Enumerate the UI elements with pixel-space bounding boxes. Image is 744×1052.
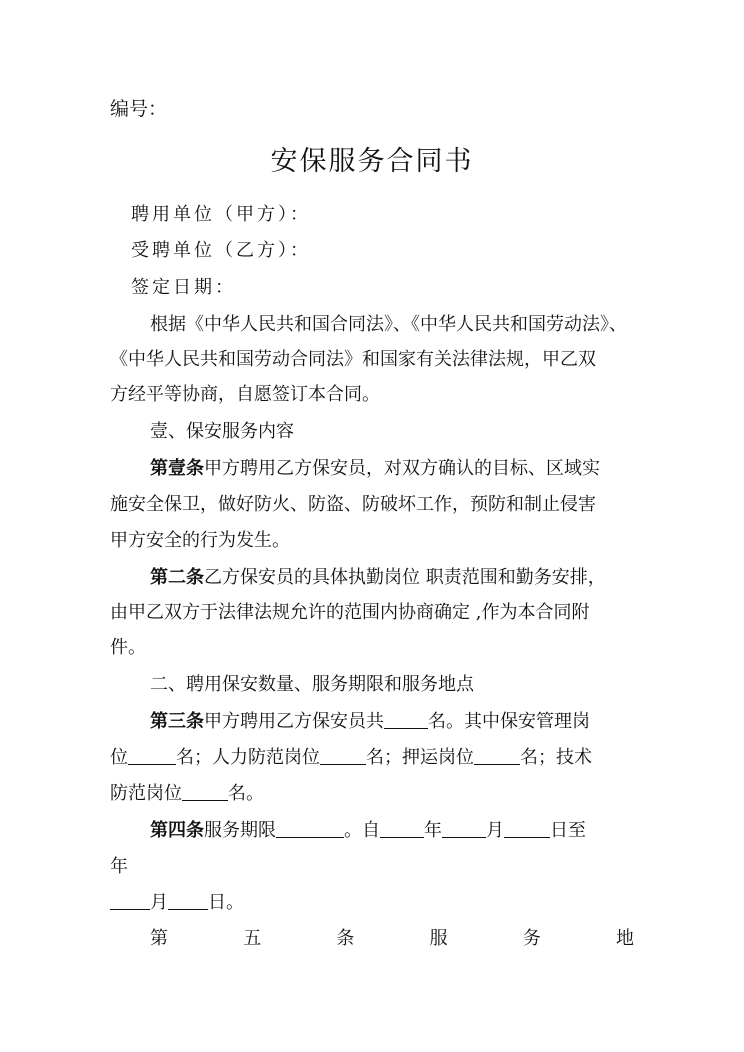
blank-end-month[interactable]: [168, 891, 208, 910]
blank-end-year[interactable]: [110, 891, 150, 910]
article-3-text-h: 名。: [228, 783, 264, 804]
sign-date-label: 签定日期：: [131, 277, 236, 298]
article-2-line-2: 由甲乙双方于法律法规允许的范围内协商确定 ,作为本合同附: [110, 602, 590, 623]
intro-line-3: 方经平等协商，自愿签订本合同。: [110, 384, 380, 405]
article-4-text-g: 日。: [208, 892, 244, 913]
blank-guard-total[interactable]: [384, 710, 428, 729]
blank-start-year[interactable]: [380, 819, 424, 838]
article-3-text-e: 名；押运岗位: [366, 747, 474, 768]
article-3-line-1: [150, 710, 590, 734]
party-b-label: 受聘单位（乙方）：: [131, 240, 311, 261]
blank-management-post[interactable]: [128, 746, 176, 765]
article-5-char: 条: [336, 928, 355, 949]
article-5-char: 地: [615, 928, 634, 949]
blank-start-month[interactable]: [442, 819, 486, 838]
blank-start-day[interactable]: [504, 819, 550, 838]
article-2-line-1: [150, 566, 606, 590]
article-4-text-b: 。自: [344, 820, 380, 841]
article-5-heading: [150, 927, 634, 951]
article-3-line-2: [110, 746, 592, 770]
blank-manpower-post[interactable]: [320, 746, 366, 765]
article-4-text-e: 日至: [550, 820, 586, 841]
article-3-text-f: 名；技术: [520, 747, 592, 768]
article-4-line-3: [110, 891, 244, 915]
blank-service-term[interactable]: [276, 819, 344, 838]
document-title: 安保服务合同书: [270, 146, 474, 177]
party-a-label: 聘用单位（甲方）：: [131, 204, 311, 225]
article-2-text: 乙方保安员的具体执勤岗位 职责范围和勤务安排，: [204, 567, 606, 588]
article-3-text-c: 位: [110, 747, 128, 768]
section-2-heading: 二、聘用保安数量、服务期限和服务地点: [150, 674, 474, 695]
article-3-line-3: [110, 782, 264, 806]
article-1-line-2: 施安全保卫，做好防火、防盗、防破坏工作，预防和制止侵害: [110, 494, 596, 515]
article-3-text-d: 名；人力防范岗位: [176, 747, 320, 768]
article-2-label: 第二条: [150, 567, 204, 588]
article-4-label: 第四条: [150, 820, 204, 841]
article-5-char: 五: [243, 928, 262, 949]
article-4-text-c: 年: [424, 820, 442, 841]
article-1-line-3: 甲方安全的行为发生。: [110, 530, 290, 551]
article-3-text-a: 甲方聘用乙方保安员共: [204, 711, 384, 732]
article-5-char: 服: [429, 928, 448, 949]
section-1-heading: 壹、保安服务内容: [150, 421, 294, 442]
article-4-text-a: 服务期限: [204, 820, 276, 841]
article-4-line-1: [150, 819, 586, 843]
article-1-label: 第壹条: [150, 458, 204, 479]
article-1-line-1: [150, 457, 600, 481]
intro-line-2: 《中华人民共和国劳动合同法》和国家有关法律法规，甲乙双: [110, 349, 596, 370]
intro-line-1: 根据《中华人民共和国合同法》、《中华人民共和国劳动法》、: [150, 314, 627, 335]
article-4-line-2: 年: [110, 856, 128, 877]
article-2-line-3: 件。: [110, 637, 146, 658]
contract-number-label: 编号：: [110, 98, 168, 120]
article-4-text-f: 月: [150, 892, 168, 913]
article-5-char: 第: [150, 928, 168, 949]
article-4-text-d: 月: [486, 820, 504, 841]
blank-escort-post[interactable]: [474, 746, 520, 765]
article-3-text-g: 防范岗位: [110, 783, 182, 804]
article-3-text-b: 名。其中保安管理岗: [428, 711, 590, 732]
article-1-text: 甲方聘用乙方保安员，对双方确认的目标、区域实: [204, 458, 600, 479]
article-3-label: 第三条: [150, 711, 204, 732]
blank-technical-post[interactable]: [182, 782, 228, 801]
article-5-char: 务: [522, 928, 541, 949]
